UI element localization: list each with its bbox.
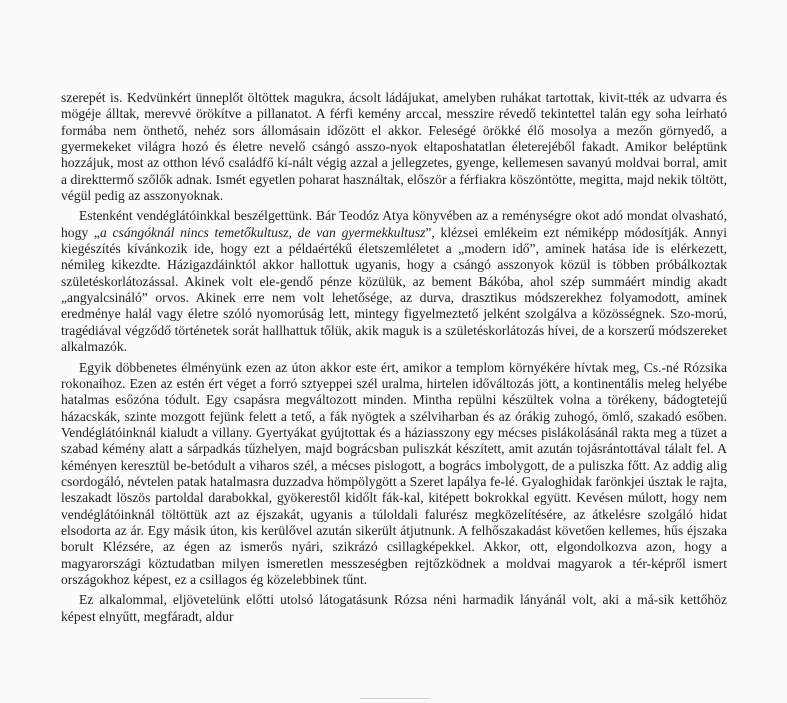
paragraph-4: Ez alkalommal, eljövetelünk előtti utolsó látogatásunk Rózsa néni harmadik lányánál volt, aki a má-sik kettőhöz képest elnyűtt, megfáradt, aldur	[61, 592, 727, 624]
paragraph-2-lead: Estenként vendéglátóinkkal beszélgettünk. Bár Teodóz Atya könyvében az a reménységre okot adó mondat olvasható, hogy	[61, 208, 727, 240]
paragraph-1: szerepét is. Kedvünkért ünneplőt öltöttek magukra, ácsolt ládájukat, amelyben ruhákat tartottak, kivit-tték az udvarra és mögéje álltak, merevvé örökítve a pillanatot. A férfi kemény arccal, messzire révedő tekintettel talán egy soha leírható formába nem önthető, nehéz sors állomásain időzött el akkor. Feleségé örökké élő mosolya a mezőn görnyedő, a gyermekeket világra hozó és életre nevelő csángó asszo-nyok eltaposhatatlan életerejéből fakadt. Amikor beléptünk hozzájuk, most az otthon lévő családfő kí-nált végig azzal a jellegzetes, gyenge, kellemesen savanyú moldvai borral, amit a direkttermő szőlők adnak. Ismét egyetlen poharat használtak, először a férfiakra köszöntötte, megitta, majd nekik töltött, végül pedig az asszonyoknak.	[61, 90, 727, 204]
paragraph-2-rest: ”, klézsei emlékeim ezt némiképp módosítják. Annyi kiegészítés kívánkozik ide, hogy ezt a példaértékű életszemléletet a „modern idő”, aminek hatása ide is elérkezett, némileg kikezdte. Házigazdáinktól akkor hallottuk ugyanis, hogy a csángó asszonyok közül is többen próbálkoztak születéskorlátozással. Akinek volt ele-gendő pénze közülük, az bement Bákóba, ahol szép summáért mindig akadt „angyalcsináló” orvos. Akinek erre nem volt lehetősége, az durva, drasztikus módszerekhez folyamodott, aminek eredménye halál vagy életre szóló nyomorúság lett, mintegy figyelmeztető jelként szolgálva a közösségnek. Szo-morú, tragédiával végződő történetek sorát hallhattuk tőlük, akik maguk is a születéskorlátozás hívei, de a korszerű módszereket alkalmazók.	[61, 224, 727, 355]
paragraph-2-quote: a csángóknál nincs temetőkultusz, de van gyermekkultusz	[99, 224, 426, 240]
paragraph-2	[61, 208, 727, 355]
page-bottom-rule	[360, 698, 430, 699]
quote-open-mark: „	[93, 224, 100, 240]
body-text	[61, 90, 727, 625]
paragraph-3: Egyik döbbenetes élményünk ezen az úton akkor este ért, amikor a templom környékére hívtak meg, Cs.-né Rózsika rokonaihoz. Ezen az estén ért véget a forró sztyeppei szél uralma, hirtelen időváltozás jött, a kontinentális meleg helyébe hatalmas esőzóna tódult. Egy csapásra megváltozott minden. Mintha repülni készültek volna a törékeny, bádogtetejű házacskák, szinte mozgott fejünk felett a tető, a fák nyögtek a szélviharban és az órákig zuhogó, ömlő, szakadó esőben. Vendéglátóinknál kialudt a villany. Gyertyákat gyújtottak és a háziasszony egy mécses pislákolásánál rakta meg a tüzet a szabad kémény alatt a sárpadkás tűzhelyen, majd bográcsban puliszkát készített, amit azután tojásrántottával tálalt fel. A kéményen keresztül be-betódult a viharos szél, a mécses pislogott, a bogrács imbolygott, de a puliszka főtt. Az addig alig csordogáló, névtelen patak hatalmasra duzzadva hömpölygött a Szeret lapálya fe-lé. Gyaloghidak farönkjei úsztak le rajta, leszakadt löszös partoldal darabokkal, gyökerestől kidőlt fák-kal, kitépett bokrokkal együtt. Kevésen múlott, hogy nem vendéglátóinknál töltöttük azt az éjszakát, ugyanis a túloldali falurész megközelítésére, az átkelésre szolgáló hidat elsodorta az ár. Egy másik úton, kis kerülővel azután sikerült átjutnunk. A felhőszakadást követően kellemes, hűs éjszaka borult Klézsére, az égen az ismerős nyári, szikrázó csillagképekkel. Akkor, ott, elgondolkozva azon, hogy a magyarországi köztudatban milyen ismeretlen messzeségben rejtőzködnek a moldvai magyarok a tér-képről ismert országokhoz képest, ez a csillagos ég közelebbinek tűnt.	[61, 359, 727, 587]
